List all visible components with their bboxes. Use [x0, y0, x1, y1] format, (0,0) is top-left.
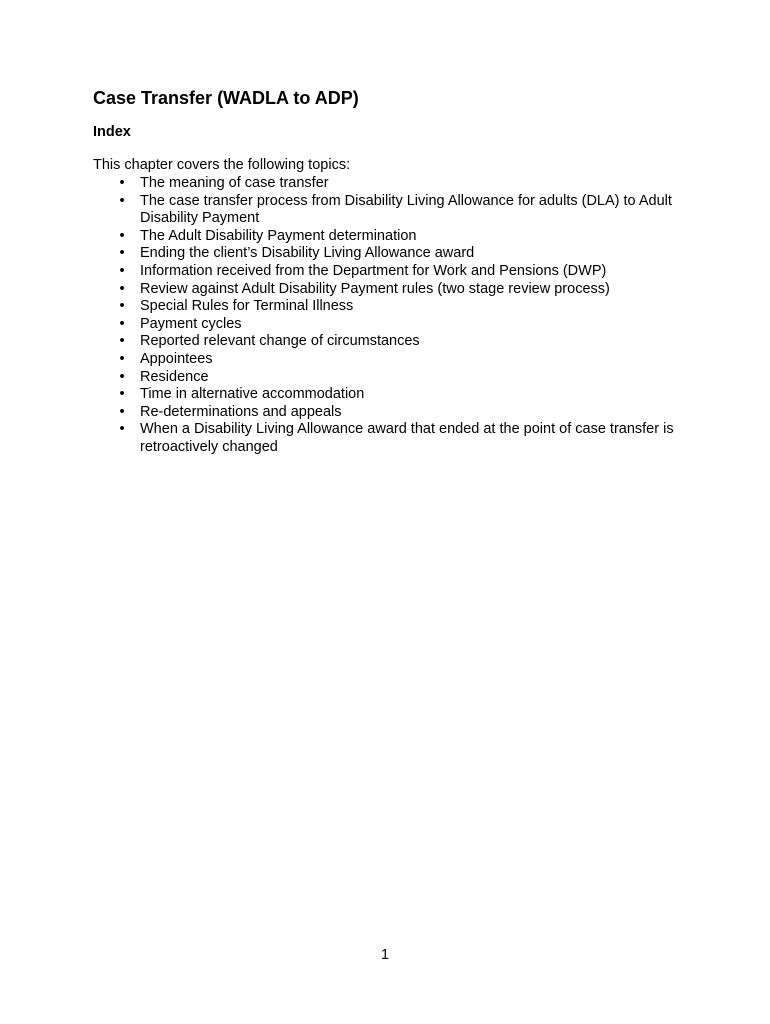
list-item-text: Residence: [140, 368, 209, 385]
page-number: 1: [380, 947, 390, 963]
list-item-text: When a Disability Living Allowance award that ended at the point of case transfer is retroactively changed: [140, 421, 674, 455]
list-item: [93, 369, 693, 387]
intro-text: This chapter covers the following topics:: [93, 157, 351, 173]
bullet-icon: •: [119, 175, 125, 191]
list-item: [93, 281, 693, 299]
topic-list: [93, 175, 693, 457]
list-item: [93, 333, 693, 351]
bullet-icon: •: [119, 245, 125, 262]
list-item-text: Information received from the Department for Work and Pensions (DWP): [140, 262, 607, 279]
bullet-icon: •: [119, 298, 125, 315]
list-item-text: Re-determinations and appeals: [140, 403, 342, 420]
bullet-icon: •: [119, 280, 125, 297]
bullet-icon: •: [119, 368, 125, 385]
list-item: [93, 263, 693, 281]
bullet-icon: •: [119, 386, 125, 403]
list-item: [93, 245, 693, 263]
list-item-text: Ending the client’s Disability Living Allowance award: [140, 245, 475, 262]
list-item-text: Time in alternative accommodation: [140, 386, 365, 403]
bullet-icon: •: [119, 315, 125, 332]
list-item-text: The Adult Disability Payment determination: [140, 227, 417, 244]
bullet-icon: •: [119, 421, 125, 438]
list-item-text: Reported relevant change of circumstances: [140, 333, 420, 350]
list-item: [93, 193, 693, 228]
bullet-icon: •: [119, 262, 125, 279]
list-item-text: Review against Adult Disability Payment rules (two stage review process): [140, 280, 610, 297]
index-heading: Index: [93, 124, 131, 140]
bullet-icon: •: [119, 350, 125, 367]
list-item: [93, 351, 693, 369]
list-item-text: Payment cycles: [140, 315, 242, 332]
list-item: [93, 421, 693, 456]
list-item: [93, 298, 693, 316]
bullet-icon: •: [119, 227, 125, 244]
page-title: Case Transfer (WADLA to ADP): [93, 88, 359, 108]
list-item: [93, 228, 693, 246]
list-item: [93, 175, 693, 193]
bullet-icon: •: [119, 333, 125, 350]
list-item-text: Special Rules for Terminal Illness: [140, 298, 354, 315]
bullet-icon: •: [119, 192, 125, 209]
list-item-text: The case transfer process from Disability Living Allowance for adults (DLA) to Adult Disability Payment: [140, 192, 672, 227]
list-item-text: Appointees: [140, 350, 213, 367]
bullet-icon: •: [119, 403, 125, 420]
list-item: [93, 316, 693, 334]
list-item-text: The meaning of case transfer: [140, 175, 329, 191]
list-item: [93, 404, 693, 422]
list-item: [93, 386, 693, 404]
